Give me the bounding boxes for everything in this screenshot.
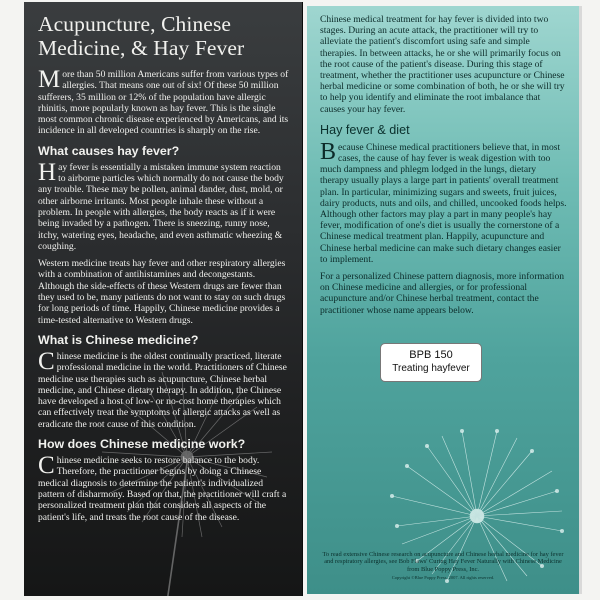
diet-paragraph <box>320 138 567 265</box>
intro-paragraph <box>38 66 290 137</box>
heading-causes: What causes hay fever? <box>38 143 180 158</box>
footer-note <box>319 551 567 582</box>
drop-cap: B <box>320 138 337 165</box>
intro-text: ore than 50 million Americans suffer from various types of allergies. That means one out of six! Of these 50 million sufferers, 35 million or 12% of the population have allergic rhinitis, more popularly known as hay fever. This is the single most common chronic disease experienced by Americans, and its incidence in all developed countries is sharply on the rise. <box>38 69 289 137</box>
heading-how: How does Chinese medicine work? <box>38 437 246 452</box>
diet-text: ecause Chinese medical practitioners believe that, in most cases, the cause of hay fever is weak digestion with too much dampness and phlegm lodged in the lungs, dietary therapy usually plays a large part in patients' overall treatment plan. In particular, minimizing sugars and sweets, fruit juices, dairy products, nuts and oils, and chilled, uncooked foods helps. Although other factors may play a part in many people's hay fever, modification of one's diet is usually the cornerstone of a Chinese medical treatment plan. Happily, acupuncture and Chinese herbal medicine can make such dietary changes easier to implement. <box>320 141 567 265</box>
dandelion-icon <box>52 362 302 596</box>
label-title: Treating hayfever <box>392 363 470 374</box>
fold-edge <box>579 6 582 594</box>
drop-cap: M <box>38 66 61 93</box>
drop-cap: H <box>38 158 57 186</box>
drop-cap: C <box>38 347 55 375</box>
how-text: hinese medicine seeks to restore balance to the body. Therefore, the practitioner begins by doing a Chinese medical diagnosis to determine the patient's individualized pattern of disharmony. Based on that, the practitioner will craft a personalized treatment plan that considers all aspects of the patient's life, and treats the root cause of the disease. <box>38 455 287 523</box>
footer-text: To read extensive Chinese research on acupuncture and Chinese herbal medicine for hay fever and respiratory allergies, see Bob Flaws' Curing Hay Fever Naturally with Chinese Medicine from Blue Poppy Press, Inc. <box>322 551 564 573</box>
causes-paragraph <box>38 158 290 252</box>
product-label <box>380 343 482 382</box>
heading-diet: Hay fever & diet <box>320 122 410 137</box>
causes-text: ay fever is essentially a mistaken immune system reaction to airborne particles which normally do not cause the body any trouble. These may be pollen, animal dander, dust, mold, or other airborne irritants. Most people inhale these without a problem. In people with allergies, the body reacts as if it were being invaded by a pathogen. There is sneezing, runny nose, itchy, watering eyes, headache, and even asthmatic wheezing & coughing. <box>38 161 284 252</box>
personal-paragraph: For a personalized Chinese pattern diagnosis, more information on Chinese medicine and allergies, or for professional acupuncture and/or Chinese herbal treatment, contact the practitioner whose name appears below. <box>320 271 565 316</box>
western-paragraph: Western medicine treats hay fever and other respiratory allergies with a combination of antihistamines and decongestants. Although the side-effects of these Western drugs are fewer than they used to be, many patients do not want to stay on such drugs for long periods of time. Happily, Chinese medicine provides a time-tested alternative to Western drugs. <box>38 258 286 326</box>
copyright: Copyright ©Blue Poppy Press, 2007. All rights reserved. <box>391 575 495 581</box>
left-panel <box>24 2 302 596</box>
stages-paragraph: Chinese medical treatment for hay fever is divided into two stages. During an acute attack, the practitioner will try to alleviate the patient's discomfort using safe and simple therapies. In between attacks, he or she will primarily focus on the root cause of the patient's disease. During this stage of treatment, whether the practitioner uses acupuncture or Chinese herbal medicine or some combination of both, he or she will try to help you identify and eliminate the root imbalance that causes your hay fever. <box>320 14 565 115</box>
heading-what: What is Chinese medicine? <box>38 332 199 347</box>
drop-cap: C <box>38 452 55 480</box>
page-title: Acupuncture, Chinese Medicine, & Hay Fever <box>38 12 245 60</box>
right-panel <box>307 6 579 594</box>
what-text: hinese medicine is the oldest continually practiced, literate professional medicine in the world. Practitioners of Chinese medicine use therapies such as acupuncture, Chinese herbal medicine, and Chinese dietary therapy. In addition, the Chinese have developed a host of low- or no-cost home therapies which can effectively treat the symptoms of allergic attacks as well as eradicate the root cause of this condition. <box>38 350 287 430</box>
label-code: BPB 150 <box>409 349 453 361</box>
